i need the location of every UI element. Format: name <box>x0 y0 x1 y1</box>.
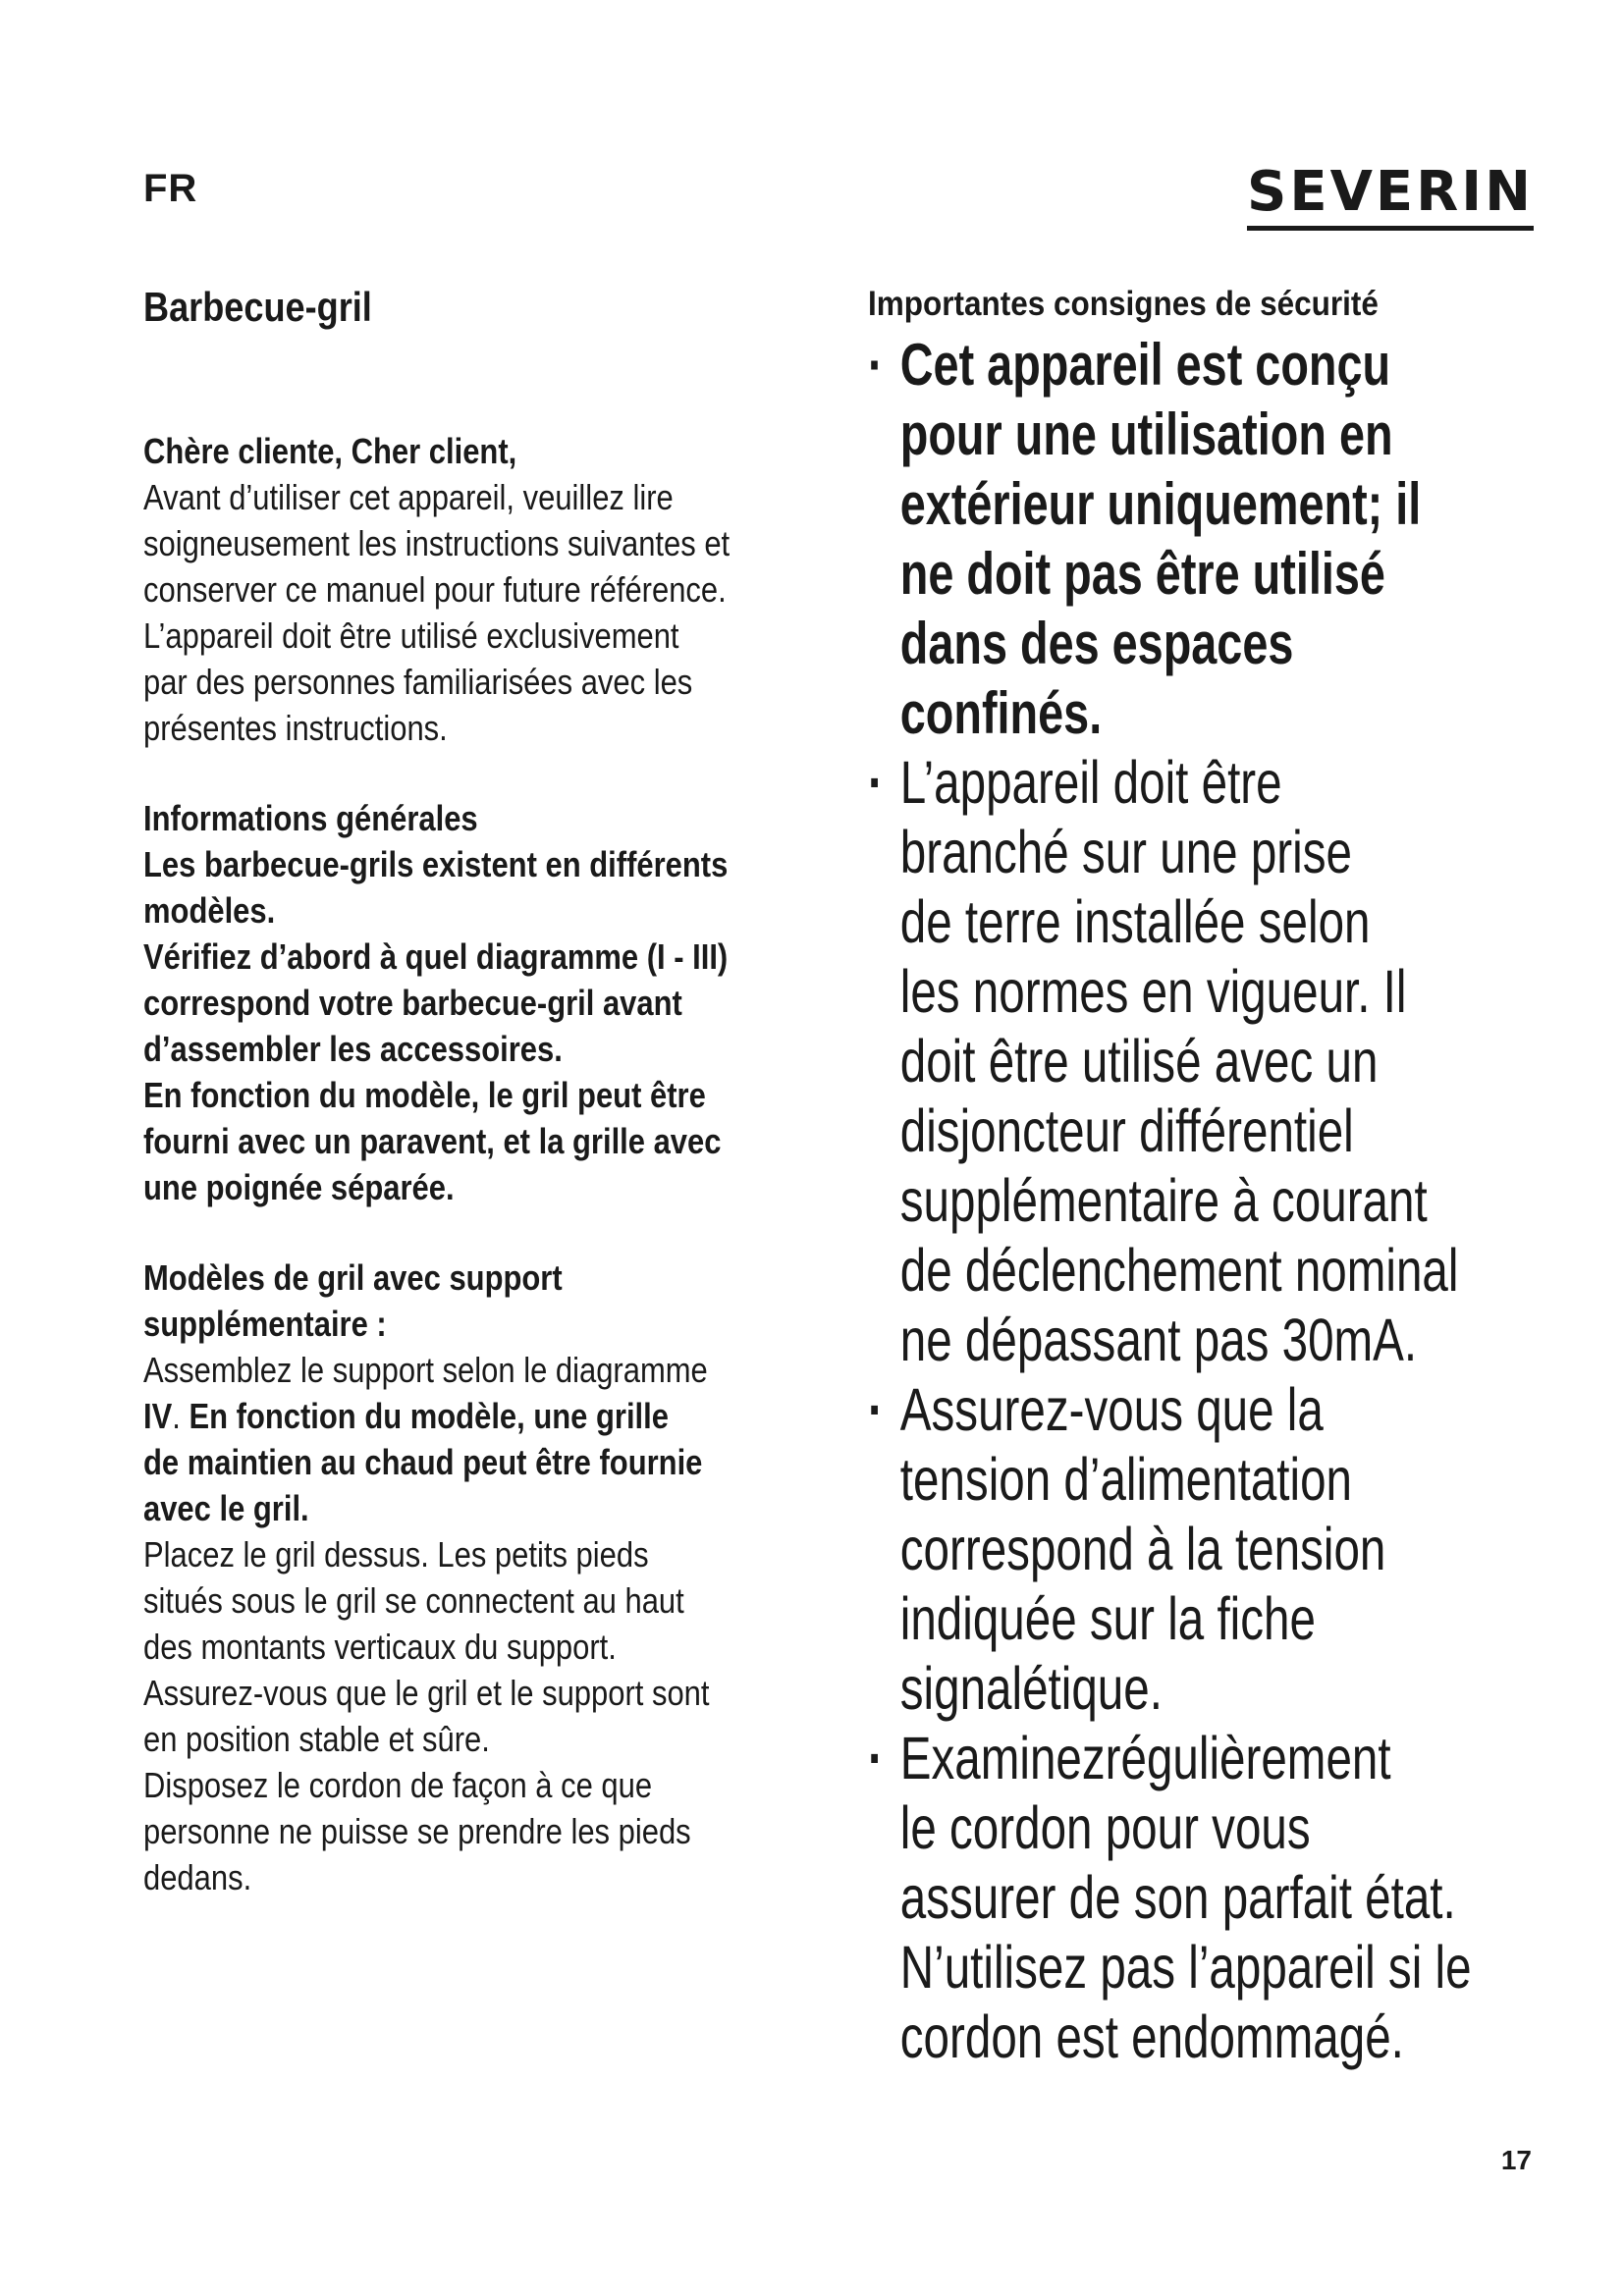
warning-line: doit être utilisé avec un <box>899 1028 1379 1095</box>
models-line: des montants verticaux du support. <box>143 1627 617 1668</box>
warning-line: indiquée sur la fiche <box>899 1585 1316 1652</box>
models-line: en position stable et sûre. <box>143 1719 490 1760</box>
greeting: Chère cliente, Cher client, <box>143 431 517 472</box>
warning-line: disjoncteur différentiel <box>899 1097 1354 1164</box>
warning-line: Cet appareil est conçu <box>899 332 1391 398</box>
warning-line: Examinezrégulièrement <box>899 1725 1391 1791</box>
safety-warning-3 <box>868 1375 1420 1724</box>
models-line: de maintien au chaud peut être fournie <box>143 1442 703 1483</box>
document-title: Barbecue-gril <box>143 284 372 330</box>
intro-line: présentes instructions. <box>143 708 448 749</box>
intro-line: conserver ce manuel pour future référence. <box>143 569 727 611</box>
warning-line: signalétique. <box>899 1655 1163 1722</box>
warning-line: assurer de son parfait état. <box>899 1864 1456 1931</box>
intro-line: L’appareil doit être utilisé exclusivement <box>143 615 679 657</box>
warning-line: supplémentaire à courant <box>899 1167 1428 1234</box>
models-line: personne ne puisse se prendre les pieds <box>143 1811 691 1852</box>
warning-line: extérieur uniquement; il <box>899 471 1422 537</box>
bullet-icon: · <box>868 332 884 398</box>
models-bold-text: En fonction du modèle, une grille <box>180 1396 669 1437</box>
general-info-paragraph <box>143 841 831 1210</box>
bullet-icon: · <box>868 749 884 816</box>
general-line: Vérifiez d’abord à quel diagramme (I - III) <box>143 936 729 978</box>
bullet-icon: · <box>868 1376 884 1443</box>
models-paragraph <box>143 1347 831 1900</box>
intro-line: par des personnes familiarisées avec les <box>143 662 693 703</box>
safety-heading: Importantes consignes de sécurité <box>868 285 1379 323</box>
diagram-ref: IV <box>143 1396 173 1437</box>
warning-line: ne dépassant pas 30mA. <box>899 1307 1418 1373</box>
safety-warning-2 <box>868 748 1459 1375</box>
warning-line: cordon est endommagé. <box>899 2003 1404 2070</box>
warning-line: les normes en vigueur. Il <box>899 958 1407 1025</box>
warning-line: Assurez-vous que la <box>899 1376 1324 1443</box>
models-line: situés sous le gril se connectent au haut <box>143 1580 684 1622</box>
models-line-mixed <box>143 1393 831 1439</box>
safety-warning-1 <box>868 330 1420 748</box>
warning-line: pour une utilisation en <box>899 401 1393 467</box>
models-line: dedans. <box>143 1857 252 1898</box>
models-line: Assemblez le support selon le diagramme <box>143 1350 708 1391</box>
models-line: Placez le gril dessus. Les petits pieds <box>143 1534 649 1575</box>
models-line: Assurez-vous que le gril et le support sont <box>143 1673 710 1714</box>
language-code: FR <box>143 167 198 210</box>
warning-line: tension d’alimentation <box>899 1446 1352 1513</box>
left-column <box>143 285 831 1900</box>
warning-line: confinés. <box>899 680 1103 746</box>
general-line: correspond votre barbecue-gril avant <box>143 983 682 1024</box>
right-column <box>868 285 1575 2072</box>
page-number: 17 <box>1500 2145 1532 2175</box>
diagram-ref-sep: . <box>172 1396 181 1437</box>
warning-line: N’utilisez pas l’appareil si le <box>899 1934 1472 2001</box>
logo-underline <box>1247 226 1534 231</box>
brand-wordmark: SEVERIN <box>1246 160 1534 224</box>
general-line: Les barbecue-grils existent en différents <box>143 844 729 885</box>
general-line: modèles. <box>143 890 276 932</box>
models-heading-line: supplémentaire : <box>143 1304 387 1345</box>
warning-line: le cordon pour vous <box>899 1794 1311 1861</box>
warning-line: de terre installée selon <box>899 888 1371 955</box>
general-line: d’assembler les accessoires. <box>143 1029 563 1070</box>
models-line: Disposez le cordon de façon à ce que <box>143 1765 653 1806</box>
warning-line: ne doit pas être utilisé <box>899 541 1385 607</box>
general-info-heading: Informations générales <box>143 798 478 839</box>
bullet-icon: · <box>868 1725 884 1791</box>
models-heading-line: Modèles de gril avec support <box>143 1257 563 1299</box>
warning-line: branché sur une prise <box>899 819 1352 885</box>
warning-line: de déclenchement nominal <box>899 1237 1459 1304</box>
warning-line: L’appareil doit être <box>899 749 1282 816</box>
safety-warning-4 <box>868 1724 1472 2072</box>
intro-line: soigneusement les instructions suivantes et <box>143 523 731 564</box>
models-line: avec le gril. <box>143 1488 309 1529</box>
warning-line: dans des espaces <box>899 611 1294 676</box>
warning-line: correspond à la tension <box>899 1516 1386 1582</box>
intro-paragraph <box>143 474 831 751</box>
severin-logo <box>1246 160 1534 231</box>
intro-line: Avant d’utiliser cet appareil, veuillez lire <box>143 477 674 518</box>
general-line: une poignée séparée. <box>143 1167 455 1208</box>
general-line: fourni avec un paravent, et la grille avec <box>143 1121 722 1162</box>
general-line: En fonction du modèle, le gril peut être <box>143 1075 706 1116</box>
